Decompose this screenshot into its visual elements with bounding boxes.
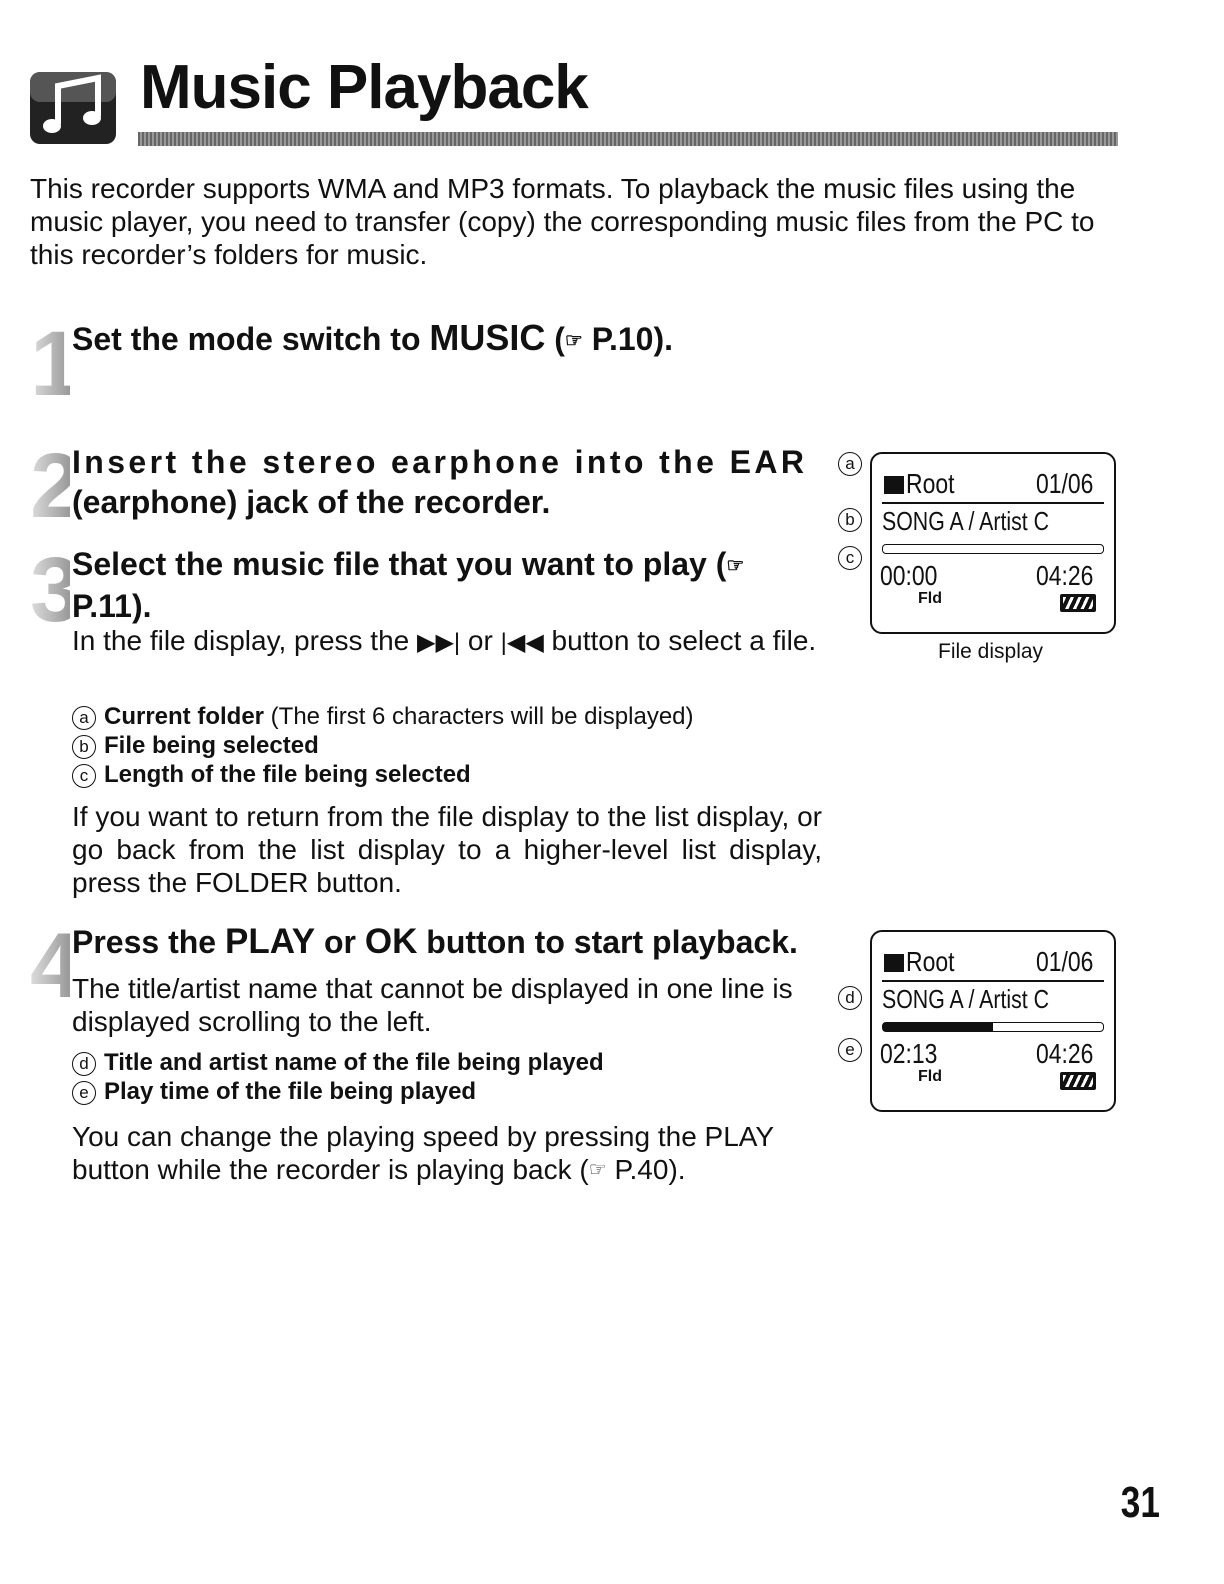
step-2-heading: Insert the stereo earphone into the EAR (earphone) jack of the recorder. xyxy=(72,444,808,520)
step-3-note: If you want to return from the file display to the list display, or go back from the list display to a higher-level list display, press the FOLDER button. xyxy=(72,801,822,898)
playback-display-lcd xyxy=(870,930,1116,1112)
previous-track-icon: |◀◀ xyxy=(500,629,544,656)
callout-e: e xyxy=(838,1038,870,1062)
reference-hand-icon: ☞ xyxy=(726,555,745,577)
lcd-song: SONG A / Artist C xyxy=(882,506,1050,536)
lcd-fld: Fld xyxy=(918,1068,942,1085)
legend-item-d: d Title and artist name of the file being played xyxy=(72,1048,604,1078)
file-display-caption: File display xyxy=(938,640,1044,663)
legend-item-c: c Length of the file being selected xyxy=(72,760,471,790)
file-display-lcd xyxy=(870,452,1116,634)
step-number-4: 4 xyxy=(30,915,82,1017)
legend-item-a: a Current folder (The first 6 characters will be displayed) xyxy=(72,702,694,732)
lcd-total: 04:26 xyxy=(1036,560,1094,591)
lcd-folder: Root xyxy=(906,946,955,977)
callout-b: b xyxy=(838,508,870,532)
step-number-3: 3 xyxy=(30,539,82,641)
music-note-icon xyxy=(28,62,118,146)
lcd-elapsed: 00:00 xyxy=(880,560,938,591)
folder-icon xyxy=(884,954,904,972)
step-1-heading: Set the mode switch to MUSIC (☞ P.10). xyxy=(72,317,673,358)
progress-bar xyxy=(882,1022,1104,1032)
lcd-song: SONG A / Artist C xyxy=(882,984,1050,1014)
step-4-body: The title/artist name that cannot be displayed in one line is displayed scrolling to the left. xyxy=(72,973,793,1037)
lcd-divider xyxy=(882,502,1104,504)
step-number-1: 1 xyxy=(30,313,82,415)
lcd-fld: Fld xyxy=(918,590,942,607)
step-3-heading: Select the music file that you want to play (☞ P.11). xyxy=(72,546,745,624)
folder-icon xyxy=(884,476,904,494)
next-track-icon: ▶▶| xyxy=(417,629,461,656)
lcd-divider xyxy=(882,980,1104,982)
callout-c: c xyxy=(838,546,870,570)
lcd-total: 04:26 xyxy=(1036,1038,1094,1069)
legend-item-e: e Play time of the file being played xyxy=(72,1077,476,1107)
callout-a: a xyxy=(838,452,870,476)
callout-d: d xyxy=(838,986,870,1010)
legend-item-b: b File being selected xyxy=(72,731,319,761)
page-number: 31 xyxy=(1120,1478,1160,1527)
battery-icon xyxy=(1060,1072,1096,1090)
lcd-elapsed: 02:13 xyxy=(880,1038,938,1069)
battery-icon xyxy=(1060,594,1096,612)
title-underline xyxy=(138,132,1118,146)
step-4-heading: Press the PLAY or OK button to start playback. xyxy=(72,922,798,961)
step-number-2: 2 xyxy=(30,435,82,537)
lcd-folder: Root xyxy=(906,468,955,499)
reference-hand-icon: ☞ xyxy=(564,330,583,352)
reference-hand-icon: ☞ xyxy=(588,1159,607,1181)
step-4-note: You can change the playing speed by pressing the PLAY button while the recorder is playing back (☞ P.40). xyxy=(72,1121,774,1185)
page-title: Music Playback xyxy=(140,53,588,122)
step-3-body: In the file display, press the ▶▶| or |◀◀ button to select a file. xyxy=(72,625,817,656)
lcd-count: 01/06 xyxy=(1036,946,1094,977)
intro-paragraph: This recorder supports WMA and MP3 formats. To playback the music files using the music player, you need to transfer (copy) the corresponding music files from the PC to this recorder’s folders for music. xyxy=(30,173,1095,270)
progress-bar xyxy=(882,544,1104,554)
lcd-count: 01/06 xyxy=(1036,468,1094,499)
